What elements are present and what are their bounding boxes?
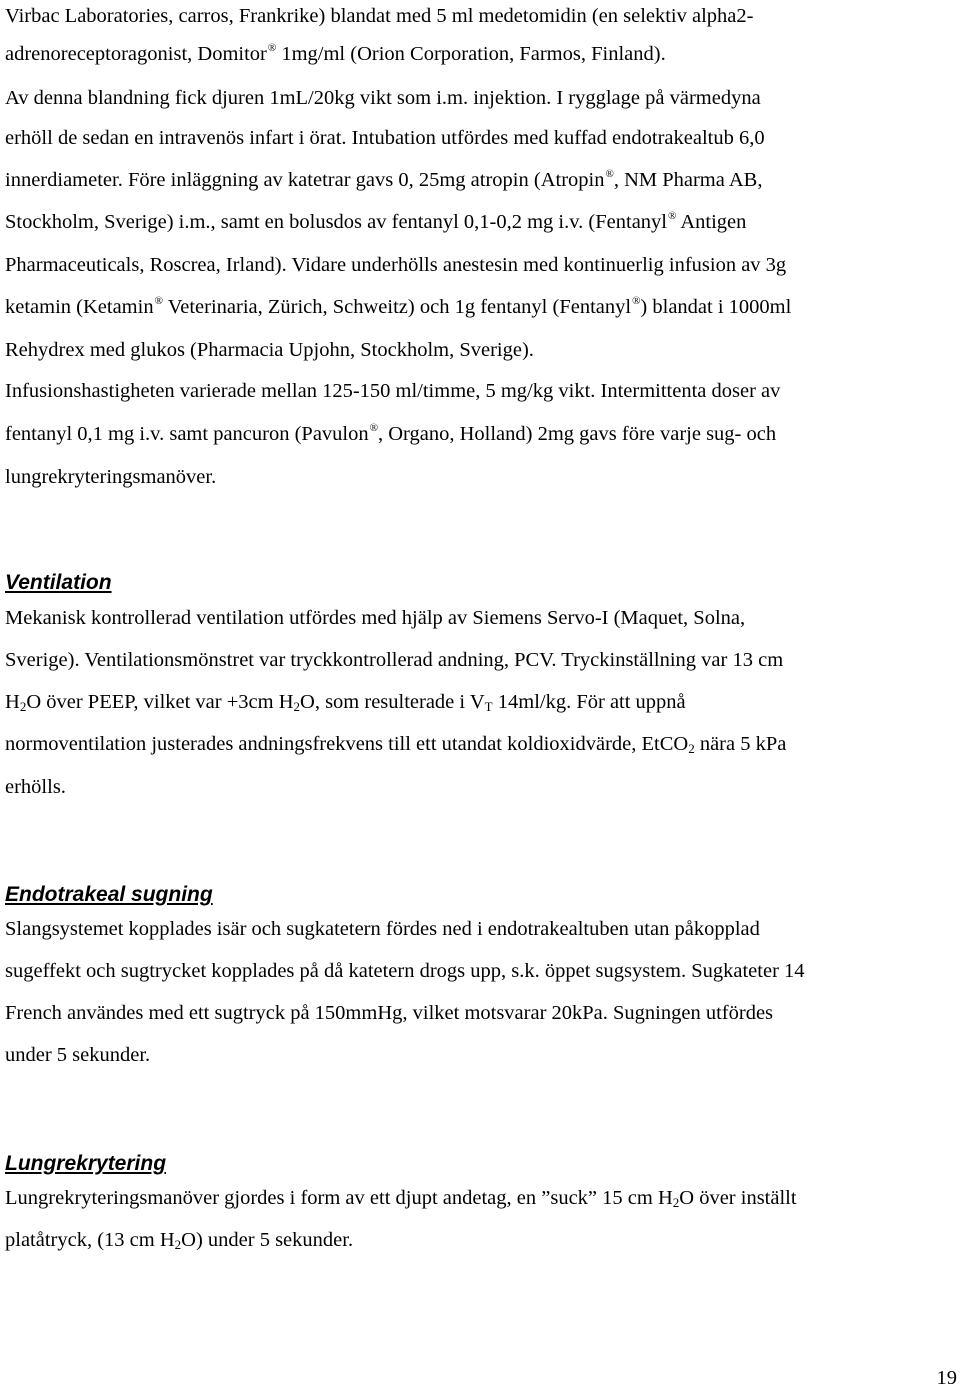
paragraph-line [5,1226,353,1254]
registered-mark: ® [632,295,641,307]
text-run: Av denna blandning fick djuren 1mL/20kg vikt som i.m. injektion. I rygglage på värmedyna [5,87,761,109]
text-run: O) under 5 sekunder. [181,1229,354,1251]
text-run: 14ml/kg. För att uppnå [492,691,686,713]
text-run: Pharmaceuticals, Roscrea, Irland). Vidare underhölls anestesin med kontinuerlig infusion av 3g [5,254,787,276]
text-run: normoventilation justerades andningsfrekvens till ett utandat koldioxidvärde, EtCO [5,733,689,755]
text-run: , NM Pharma AB, [613,169,763,191]
subscript: 2 [688,741,695,756]
text-run: , Organo, Holland) 2mg gavs före varje sug- och [377,423,777,445]
text-run: adrenoreceptoragonist, Domitor [5,43,267,65]
subscript: 2 [19,699,27,714]
paragraph-line [5,251,786,279]
section-heading-lungrekrytering: Lungrekrytering [5,1152,167,1175]
subscript: T [484,699,493,714]
text-run: O över PEEP, vilket var +3cm H [26,691,294,713]
text-run: Infusionshastigheten varierade mellan 125-150 ml/timme, 5 mg/kg vikt. Intermittenta doser av [5,380,781,402]
text-run: Lungrekryteringsmanöver gjordes i form av ett djupt andetag, en ”suck” 15 cm H [5,1187,673,1209]
paragraph-line [5,730,786,758]
text-run: nära 5 kPa [694,733,787,755]
paragraph-line: sugeffekt och sugtrycket kopplades på då katetern drogs upp, s.k. öppet sugsystem. Sugkateter 14 [5,960,805,982]
paragraph-line: Mekanisk kontrollerad ventilation utfördes med hjälp av Siemens Servo-I (Maquet, Solna, [5,607,746,629]
text-run: Veterinaria, Zürich, Schweitz) och 1g fentanyl (Fentanyl [162,296,632,318]
paragraph-line [5,208,746,236]
text-run: O över inställt [679,1187,797,1209]
paragraph-line [5,293,791,321]
text-run: innerdiameter. Före inläggning av katetrar gavs 0, 25mg atropin (Atropin [5,169,605,191]
registered-mark: ® [668,210,677,222]
paragraph-line [5,124,765,152]
paragraph-line [5,377,780,405]
paragraph-line [5,166,762,194]
section-heading-endotrakeal: Endotrakeal sugning [5,883,213,906]
text-run: ) blandat i 1000ml [640,296,792,318]
text-run: Stockholm, Sverige) i.m., samt en bolusdos av fentanyl 0,1-0,2 mg i.v. (Fentanyl [5,211,667,233]
paragraph-line: under 5 sekunder. [5,1044,151,1066]
registered-mark: ® [154,295,163,307]
paragraph-line: Slangsystemet kopplades isär och sugkatetern fördes ned i endotrakealtuben utan påkopplad [5,918,760,940]
registered-mark: ® [605,168,614,180]
registered-mark: ® [267,42,277,54]
text-run: ketamin (Ketamin [5,296,154,318]
subscript: 2 [672,1195,680,1210]
paragraph-line: French användes med ett sugtryck på 150mmHg, vilket motsvarar 20kPa. Sugningen utfördes [5,1002,774,1024]
paragraph-line [5,688,686,716]
text-run: Virbac Laboratories, carros, Frankrike) blandat med 5 ml medetomidin (en selektiv alpha2- [5,5,754,27]
subscript: 2 [174,1237,182,1252]
text-run: erhöll de sedan en intravenös infart i örat. Intubation utfördes med kuffad endotrakealtub 6,0 [5,127,765,149]
subscript: 2 [293,699,301,714]
paragraph-line [5,463,216,491]
page-number: 19 [936,1367,957,1389]
registered-mark: ® [369,422,378,434]
paragraph-line [5,84,761,112]
paragraph-line [5,336,534,364]
text-run: Rehydrex med glukos (Pharmacia Upjohn, Stockholm, Sverige). [5,339,534,361]
section-heading-ventilation: Ventilation [5,571,112,594]
paragraph-line [5,40,666,68]
text-run: fentanyl 0,1 mg i.v. samt pancuron (Pavulon [5,423,369,445]
text-run: 1mg/ml (Orion Corporation, Farmos, Finland). [276,43,666,65]
paragraph-line [5,1184,797,1212]
paragraph-line [5,2,753,30]
text-run: platåtryck, (13 cm H [5,1229,175,1251]
text-run: Antigen [676,211,747,233]
text-run: H [5,691,20,713]
text-run: lungrekryteringsmanöver. [5,466,217,488]
paragraph-line [5,420,776,448]
paragraph-line: erhölls. [5,776,66,798]
text-run: O, som resulterade i V [300,691,485,713]
paragraph-line: Sverige). Ventilationsmönstret var tryckkontrollerad andning, PCV. Tryckinställning var 13 cm [5,649,784,671]
